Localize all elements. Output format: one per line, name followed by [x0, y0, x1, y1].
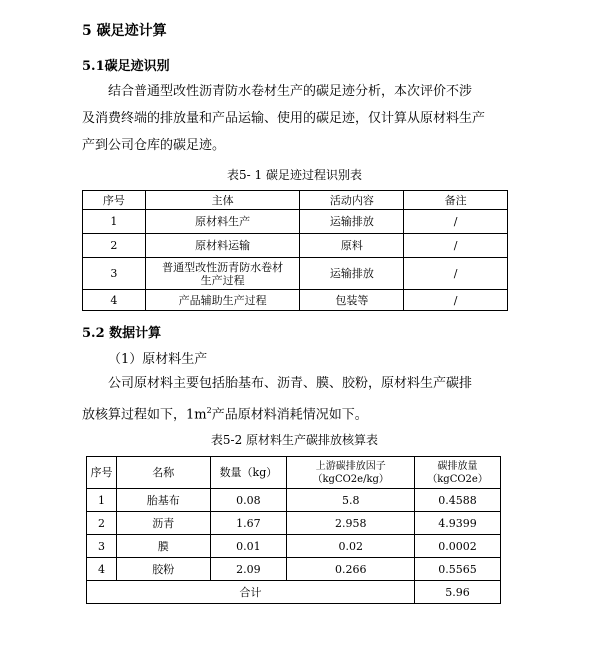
cell-emission: 0.0002 [415, 535, 501, 558]
cell-name: 膜 [116, 535, 210, 558]
cell-activity: 运输排放 [300, 258, 404, 290]
cell-name: 沥青 [116, 512, 210, 535]
table-header-row [83, 191, 508, 210]
cell-note: / [404, 234, 508, 258]
header-subject: 主体 [145, 191, 300, 210]
table-row [87, 489, 501, 512]
cell-no: 2 [87, 512, 117, 535]
table-row [83, 234, 508, 258]
cell-quantity: 1.67 [210, 512, 287, 535]
cell-activity: 运输排放 [300, 210, 404, 234]
header-emission-factor [287, 457, 415, 489]
cell-note: / [404, 290, 508, 311]
cell-no: 4 [83, 290, 146, 311]
header-emission [415, 457, 501, 489]
table1-caption: 表5- 1 碳足迹过程识别表 [227, 168, 362, 182]
cell-quantity: 0.01 [210, 535, 287, 558]
paragraph-line [82, 397, 510, 428]
table-header-row [87, 457, 501, 489]
paragraph-text: 放核算过程如下，1m [82, 407, 207, 423]
table2-caption: 表5-2 原材料生产碳排放核算表 [210, 433, 379, 447]
paragraph-5-1 [82, 78, 510, 159]
header-activity: 活动内容 [300, 191, 404, 210]
cell-subject-line: 普通型改性沥青防水卷材 [162, 260, 284, 274]
subsection-title-5-1: 5.1碳足迹识别 [82, 59, 170, 74]
header-no: 序号 [87, 457, 117, 489]
cell-activity: 包装等 [300, 290, 404, 311]
cell-subject-line: 生产过程 [200, 273, 245, 287]
cell-subject: 产品辅助生产过程 [145, 290, 300, 311]
paragraph-text: 产品原材料消耗情况如下。 [211, 407, 368, 423]
carbon-footprint-identification-table [82, 190, 508, 311]
raw-material-emission-table [86, 456, 501, 604]
superscript: 2 [206, 406, 212, 415]
paragraph-line: 公司原材料主要包括胎基布、沥青、膜、胶粉，原材料生产碳排 [108, 376, 473, 391]
total-value: 5.96 [415, 581, 501, 604]
table-row [87, 558, 501, 581]
table-row [83, 210, 508, 234]
header-quantity: 数量（kg） [210, 457, 287, 489]
header-line: 碳排放量 [437, 460, 478, 472]
cell-note: / [404, 258, 508, 290]
cell-subject [145, 258, 300, 290]
table-row [83, 258, 508, 290]
cell-subject: 原材料运输 [145, 234, 300, 258]
paragraph-5-2 [82, 370, 510, 428]
table-row [83, 290, 508, 311]
cell-quantity: 2.09 [210, 558, 287, 581]
subheading-raw-material-production: （1）原材料生产 [108, 352, 208, 367]
cell-emission: 4.9399 [415, 512, 501, 535]
cell-no: 1 [83, 210, 146, 234]
cell-emission: 0.4588 [415, 489, 501, 512]
cell-emission: 0.5565 [415, 558, 501, 581]
cell-activity: 原料 [300, 234, 404, 258]
header-note: 备注 [404, 191, 508, 210]
cell-factor: 0.02 [287, 535, 415, 558]
cell-no: 2 [83, 234, 146, 258]
header-no: 序号 [83, 191, 146, 210]
cell-factor: 5.8 [287, 489, 415, 512]
cell-no: 3 [83, 258, 146, 290]
total-label: 合计 [87, 581, 415, 604]
cell-no: 4 [87, 558, 117, 581]
paragraph-line: 及消费终端的排放量和产品运输、使用的碳足迹，仅计算从原材料生产 [82, 111, 486, 126]
cell-subject: 原材料生产 [145, 210, 300, 234]
table-row [87, 512, 501, 535]
paragraph-line: 产到公司仓库的碳足迹。 [82, 138, 226, 153]
cell-quantity: 0.08 [210, 489, 287, 512]
header-name: 名称 [116, 457, 210, 489]
subsection-title-5-2: 5.2 数据计算 [82, 326, 162, 341]
cell-factor: 2.958 [287, 512, 415, 535]
cell-factor: 0.266 [287, 558, 415, 581]
cell-name: 胶粉 [116, 558, 210, 581]
table-row [87, 535, 501, 558]
table-total-row [87, 581, 501, 604]
cell-no: 3 [87, 535, 117, 558]
paragraph-line: 结合普通型改性沥青防水卷材生产的碳足迹分析，本次评价不涉 [108, 84, 473, 99]
cell-note: / [404, 210, 508, 234]
cell-name: 胎基布 [116, 489, 210, 512]
header-line: 上游碳排放因子 [315, 460, 386, 472]
header-line: （kgCO2e/kg） [312, 473, 389, 485]
cell-no: 1 [87, 489, 117, 512]
header-line: （kgCO2e） [427, 473, 488, 485]
section-title: 5 碳足迹计算 [82, 23, 167, 39]
